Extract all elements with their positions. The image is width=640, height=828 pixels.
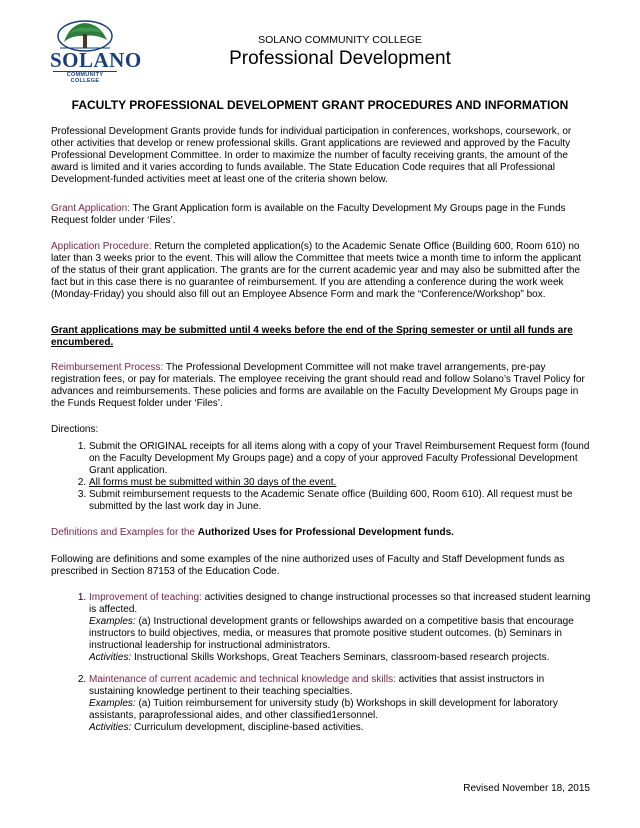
page-title: FACULTY PROFESSIONAL DEVELOPMENT GRANT PROCEDURES AND INFORMATION: [71, 98, 569, 112]
college-name: SOLANO COMMUNITY COLLEGE: [258, 34, 422, 46]
item-text: activities designed to change instructional processes so that increased student learning is affected.: [89, 592, 591, 615]
directions-list: [51, 441, 591, 513]
list-item: [89, 674, 591, 734]
intro-paragraph: Professional Development Grants provide funds for individual participation in conferences, workshops, coursework, or other activities that develop or renew professional skills. Grant applications are reviewed and approved by the Faculty Professional Development Committee. In order to maximize the number of faculty receiving grants, the amount of the award is limited and it varies according to funds available. The State Education Code requires that all Professional Development-funded activities meet at least one of the criteria shown below.: [51, 126, 572, 185]
examples-text: (a) Tuition reimbursement for university study (b) Workshops in skill development for laboratory assistants, paraprofessional aides, and other classified1ersonnel.: [89, 698, 558, 721]
grant-application-heading: Grant Application:: [51, 203, 130, 214]
activities-text: Curriculum development, discipline-based activities.: [131, 722, 364, 733]
item-title: Maintenance of current academic and technical knowledge and skills:: [89, 674, 396, 685]
item-title: Improvement of teaching:: [89, 592, 202, 603]
authorized-uses-list: [51, 592, 591, 744]
grant-application-section: [51, 203, 591, 227]
definitions-intro: Following are definitions and some examples of the nine authorized uses of Faculty and Staff Development funds as prescribed in Section 87153 of the Education Code.: [51, 554, 565, 577]
application-procedure-section: [51, 241, 591, 301]
revision-date: Revised November 18, 2015: [463, 783, 590, 794]
logo-subtitle: COMMUNITY COLLEGE: [53, 71, 117, 84]
list-item: [89, 592, 591, 664]
activities-label: Activities:: [89, 722, 132, 733]
definitions-heading-bold: Authorized Uses for Professional Development funds.: [197, 527, 454, 538]
reimbursement-section: [51, 362, 591, 410]
directions-label: Directions:: [51, 424, 99, 435]
definitions-heading: [51, 527, 591, 539]
list-item: 3. Submit reimbursement requests to the Academic Senate office (Building 600, Room 610). All request must be submitted by the last work day in June.: [89, 489, 591, 513]
department-name: Professional Development: [229, 48, 451, 69]
definitions-heading-text: Definitions and Examples for the: [51, 527, 198, 538]
logo-wordmark: SOLANO: [50, 48, 142, 72]
examples-text: (a) Instructional development grants or fellowships awarded on a competitive basis that encourage instructors to build objectives, media, or measures that promote positive student outcomes. (b) Seminars in instructional leadership for instructional administrators.: [89, 616, 574, 651]
reimbursement-heading: Reimbursement Process:: [51, 362, 164, 373]
item-text: activities that assist instructors in sustaining knowledge pertinent to their teaching specialties.: [89, 674, 545, 697]
list-item: 2. All forms must be submitted within 30 days of the event.: [89, 477, 591, 489]
activities-text: Instructional Skills Workshops, Great Teachers Seminars, classroom-based research projects.: [131, 652, 550, 663]
application-procedure-heading: Application Procedure:: [51, 241, 152, 252]
examples-label: Examples:: [89, 698, 136, 709]
grant-application-text: The Grant Application form is available on the Faculty Development My Groups page in the Funds Request folder under ‘Files’.: [51, 203, 566, 226]
list-item: 1. Submit the ORIGINAL receipts for all items along with a copy of your Travel Reimbursement Request form (found on the Faculty Development My Groups page) and a copy of your approved Faculty Professional Development Grant application.: [89, 441, 591, 477]
activities-label: Activities:: [89, 652, 132, 663]
application-procedure-text: Return the completed application(s) to the Academic Senate Office (Building 600, Room 610) no later than 3 weeks prior to the event. This will allow the Committee that meets twice a month time to inform the applicant of the status of their grant application. The grants are for the current academic year and may also be submitted after the fact but in this case there is no guarantee of reimbursement. If you are attending a conference during the work week (Monday-Friday) you should also fill out an Employee Absence Form and mark the “Conference/Workshop” box.: [51, 241, 582, 300]
deadline-notice: Grant applications may be submitted until 4 weeks before the end of the Spring semester or until all funds are encumbered.: [51, 325, 573, 348]
reimbursement-text: The Professional Development Committee will not make travel arrangements, pre-pay registration fees, or pay for materials. The employee receiving the grant should read and follow Solano’s Travel Policy for advances and reimbursements. These policies and forms are available on the Faculty Development My Groups page in the Funds Request folder under ‘Files’.: [51, 362, 585, 409]
examples-label: Examples:: [89, 616, 136, 627]
